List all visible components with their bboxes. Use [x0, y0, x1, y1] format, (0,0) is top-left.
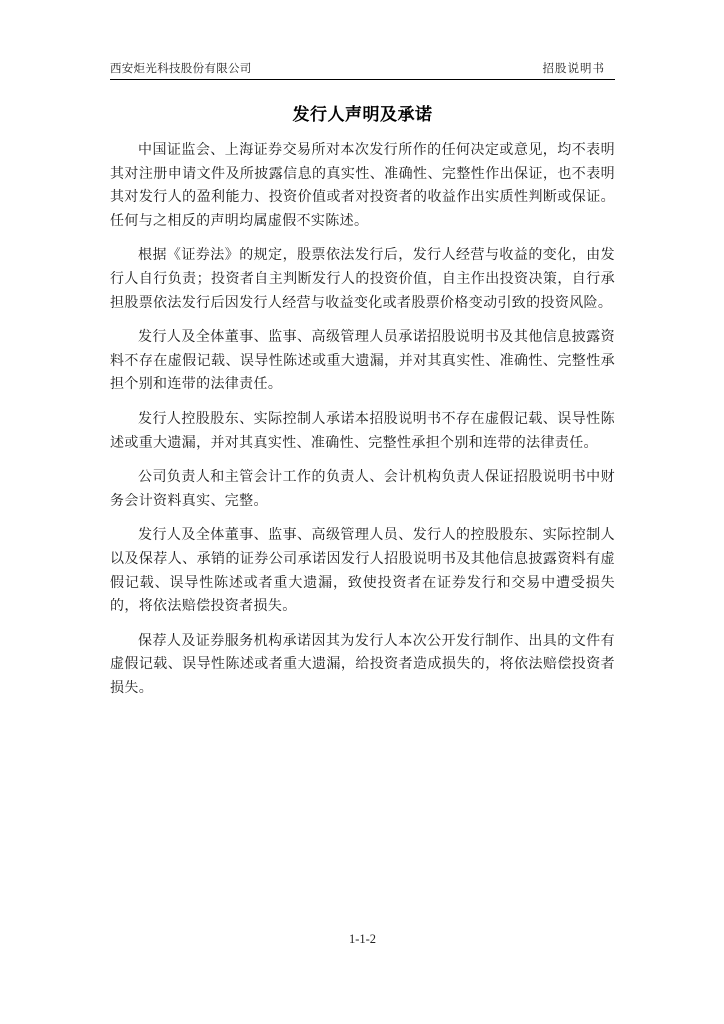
- paragraph-sponsor-commitment: 保荐人及证券服务机构承诺因其为发行人本次公开发行制作、出具的文件有虚假记载、误导性陈述或者重大遗漏，给投资者造成损失的，将依法赔偿投资者损失。: [110, 632, 615, 696]
- header-company-name: 西安炬光科技股份有限公司: [110, 61, 252, 75]
- paragraph-regulator-disclaimer: 中国证监会、上海证券交易所对本次发行所作的任何决定或意见，均不表明其对注册申请文件及所披露信息的真实性、准确性、完整性作出保证，也不表明其对发行人的盈利能力、投资价值或者对投资者的收益作出实质性判断或保证。任何与之相反的声明均属虚假不实陈述。: [110, 142, 615, 229]
- paragraph-compensation-commitment: 发行人及全体董事、监事、高级管理人员、发行人的控股股东、实际控制人以及保荐人、承销的证券公司承诺因发行人招股说明书及其他信息披露资料有虚假记载、误导性陈述或者重大遗漏，致使投资者在证券发行和交易中遭受损失的，将依法赔偿投资者损失。: [110, 527, 615, 615]
- page-title: 发行人声明及承诺: [292, 105, 433, 125]
- paragraph-investment-risk: 根据《证券法》的规定，股票依法发行后，发行人经营与收益的变化，由发行人自行负责；投资者自主判断发行人的投资价值，自主作出投资决策，自行承担股票依法发行后因发行人经营与收益变化或者股票价格变动引致的投资风险。: [110, 247, 615, 311]
- paragraph-financial-accuracy: 公司负责人和主管会计工作的负责人、会计机构负责人保证招股说明书中财务会计资料真实、完整。: [110, 469, 615, 509]
- header-document-type: 招股说明书: [542, 61, 605, 75]
- page-header: [110, 56, 615, 80]
- paragraph-directors-commitment: 发行人及全体董事、监事、高级管理人员承诺招股说明书及其他信息披露资料不存在虚假记载、误导性陈述或重大遗漏，并对其真实性、准确性、完整性承担个别和连带的法律责任。: [110, 329, 615, 393]
- page-number: 1-1-2: [348, 932, 377, 946]
- statement-body: [110, 139, 615, 711]
- paragraph-controlling-shareholder-commitment: 发行人控股股东、实际控制人承诺本招股说明书不存在虚假记载、误导性陈述或重大遗漏，并对其真实性、准确性、完整性承担个别和连带的法律责任。: [110, 410, 615, 451]
